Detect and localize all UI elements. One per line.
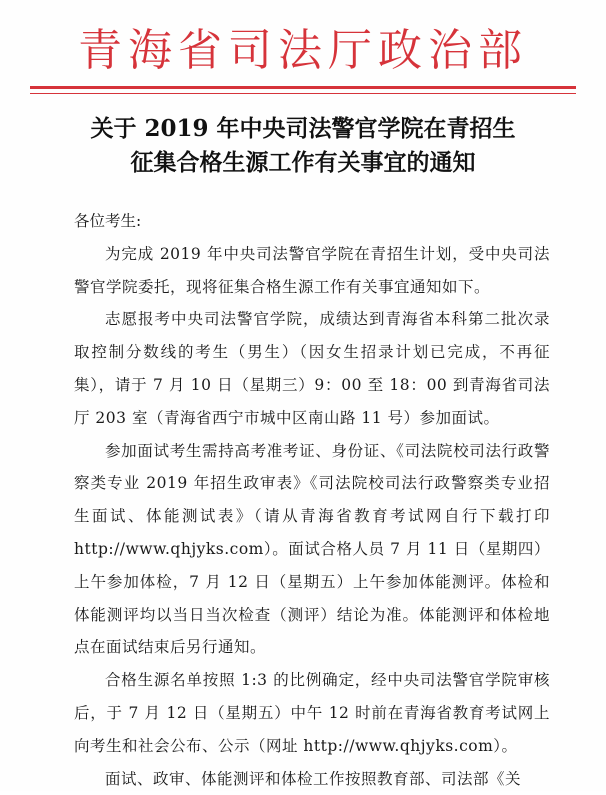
paragraph-procedures: 面试、政审、体能测评和体检工作按照教育部、司法部《关: [105, 769, 522, 788]
paragraph-documents: 参加面试考生需持高考准考证、身份证、《司法院校司法行政警察类专业 2019 年招生政审表》《司法院校司法行政警察类专业招生面试、体能测试表》（请从青海省教育考试网自行下载打印 http://www.qhjyks.com）。面试合格人员 7 月 11 日（星期四）上午参加体检，7 月 12 日（星期五）上午参加体能测评。体检和体能测评均以当日当次检查（测评）结论为准。体能测评和体检地点在面试结束后另行通知。: [74, 441, 550, 657]
document-title-line-2: 征集合格生源工作有关事宜的通知: [130, 149, 476, 176]
paragraph-eligibility: 志愿报考中央司法警官学院，成绩达到青海省本科第二批次录取控制分数线的考生（男生）（因女生招录计划已完成，不再征集），请于 7 月 10 日（星期三）9：00 至 18：00 到青海省司法厅 203 室（青海省西宁市城中区南山路 11 号）参加面试。: [74, 310, 550, 427]
paragraph-intro: 为完成 2019 年中央司法警官学院在青招生计划，受中央司法警官学院委托，现将征集合格生源工作有关事宜通知如下。: [74, 244, 550, 296]
paragraph-announcement: 合格生源名单按照 1:3 的比例确定，经中央司法警官学院审核后，于 7 月 12 日（星期五）中午 12 时前在青海省教育考试网上向考生和社会公布、公示（网址 http://www.qhjyks.com）。: [74, 671, 550, 755]
document-body: [74, 205, 550, 795]
letterhead-rule-thick: [30, 86, 576, 89]
letterhead-title: 青海省司法厅政治部: [78, 25, 528, 76]
letterhead-rule-thin: [30, 93, 576, 94]
document-title-line-1: 关于 2019 年中央司法警官学院在青招生: [90, 115, 516, 142]
salutation: 各位考生:: [74, 212, 142, 230]
